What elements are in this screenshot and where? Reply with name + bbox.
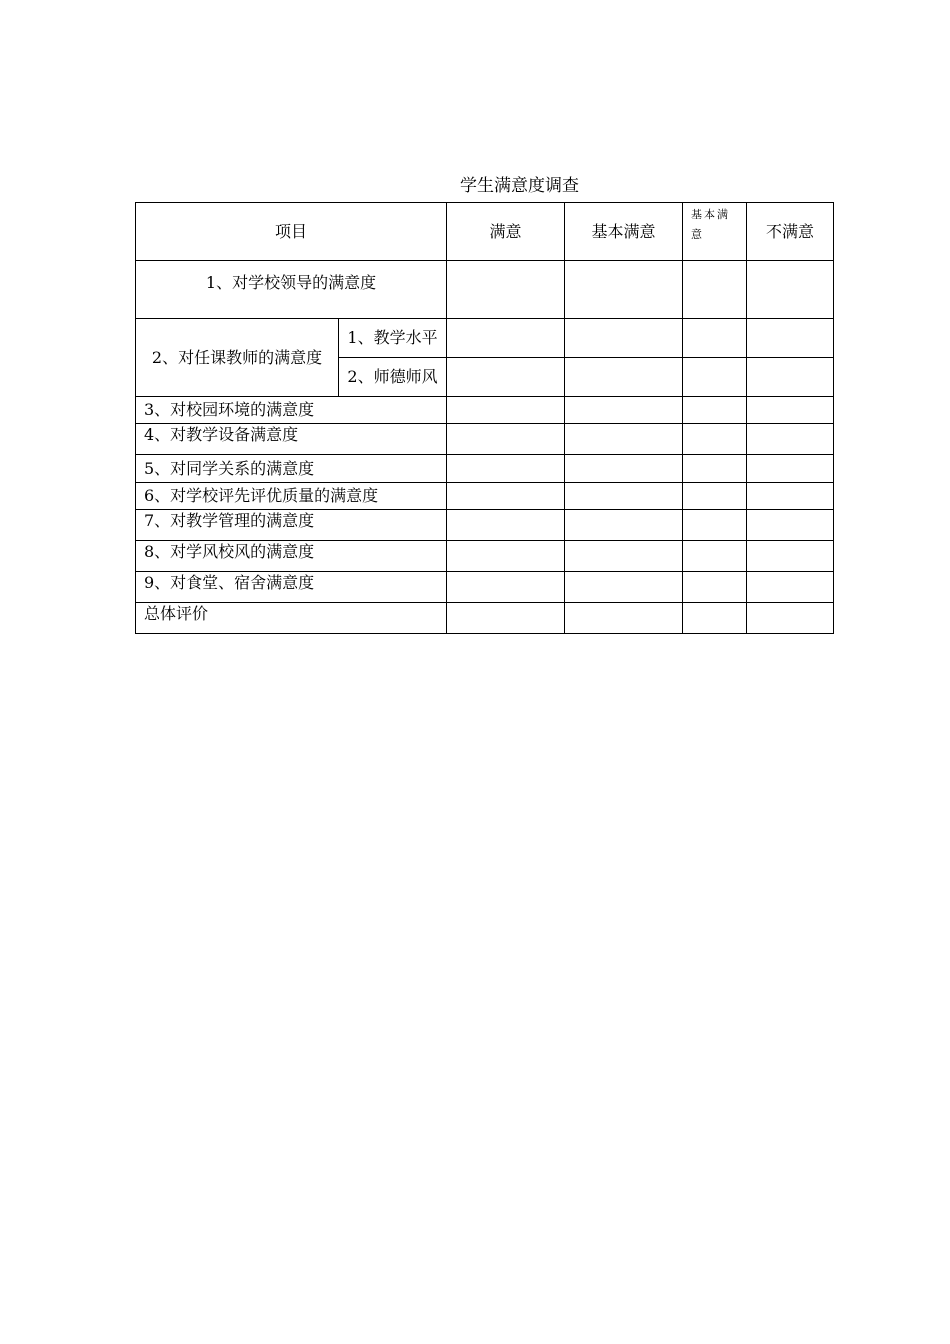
cell-r4-satisfied[interactable] bbox=[447, 424, 565, 455]
cell-r6-basically-satisfied[interactable] bbox=[565, 483, 683, 510]
page-title: 学生满意度调查 bbox=[460, 176, 579, 196]
row-canteen-label: 9、对食堂、宿舍满意度 bbox=[136, 572, 447, 603]
table-row bbox=[136, 397, 834, 424]
cell-r3-satisfied[interactable] bbox=[447, 397, 565, 424]
cell-r6-satisfied[interactable] bbox=[447, 483, 565, 510]
table-row bbox=[136, 541, 834, 572]
cell-r8-dissatisfied[interactable] bbox=[747, 541, 834, 572]
cell-r3-dissatisfied[interactable] bbox=[747, 397, 834, 424]
cell-r9-dissatisfied[interactable] bbox=[747, 572, 834, 603]
row-campus-label: 3、对校园环境的满意度 bbox=[136, 397, 447, 424]
cell-r4-dissatisfied[interactable] bbox=[747, 424, 834, 455]
cell-total-dissatisfied[interactable] bbox=[747, 603, 834, 634]
header-basically-satisfied-small: 基本满意 bbox=[683, 203, 747, 261]
cell-r8-basically-satisfied-2[interactable] bbox=[683, 541, 747, 572]
table-row bbox=[136, 483, 834, 510]
table-row bbox=[136, 510, 834, 541]
cell-r2b-basically-satisfied-2[interactable] bbox=[683, 358, 747, 397]
cell-r8-basically-satisfied[interactable] bbox=[565, 541, 683, 572]
cell-r2a-satisfied[interactable] bbox=[447, 319, 565, 358]
row-management-label: 7、对教学管理的满意度 bbox=[136, 510, 447, 541]
cell-r6-basically-satisfied-2[interactable] bbox=[683, 483, 747, 510]
row-teacher-sub-teaching: 1、教学水平 bbox=[339, 319, 447, 358]
cell-r7-basically-satisfied-2[interactable] bbox=[683, 510, 747, 541]
cell-r8-satisfied[interactable] bbox=[447, 541, 565, 572]
cell-r5-basically-satisfied[interactable] bbox=[565, 455, 683, 483]
table-row bbox=[136, 455, 834, 483]
table-row bbox=[136, 261, 834, 319]
cell-total-basically-satisfied-2[interactable] bbox=[683, 603, 747, 634]
table-row bbox=[136, 424, 834, 455]
cell-r2b-basically-satisfied[interactable] bbox=[565, 358, 683, 397]
row-classmates-label: 5、对同学关系的满意度 bbox=[136, 455, 447, 483]
cell-r7-satisfied[interactable] bbox=[447, 510, 565, 541]
cell-r1-dissatisfied[interactable] bbox=[747, 261, 834, 319]
row-leader-label: 1、对学校领导的满意度 bbox=[136, 261, 447, 319]
row-evaluation-label: 6、对学校评先评优质量的满意度 bbox=[136, 483, 447, 510]
cell-r1-satisfied[interactable] bbox=[447, 261, 565, 319]
cell-r4-basically-satisfied[interactable] bbox=[565, 424, 683, 455]
row-equipment-label: 4、对教学设备满意度 bbox=[136, 424, 447, 455]
cell-r7-dissatisfied[interactable] bbox=[747, 510, 834, 541]
cell-r9-basically-satisfied-2[interactable] bbox=[683, 572, 747, 603]
cell-r2b-satisfied[interactable] bbox=[447, 358, 565, 397]
row-teacher-label: 2、对任课教师的满意度 bbox=[136, 319, 339, 397]
cell-r9-satisfied[interactable] bbox=[447, 572, 565, 603]
table-row bbox=[136, 572, 834, 603]
cell-r6-dissatisfied[interactable] bbox=[747, 483, 834, 510]
table-row bbox=[136, 603, 834, 634]
cell-r7-basically-satisfied[interactable] bbox=[565, 510, 683, 541]
cell-r1-basically-satisfied-2[interactable] bbox=[683, 261, 747, 319]
cell-r3-basically-satisfied-2[interactable] bbox=[683, 397, 747, 424]
cell-r4-basically-satisfied-2[interactable] bbox=[683, 424, 747, 455]
cell-r2a-dissatisfied[interactable] bbox=[747, 319, 834, 358]
cell-r5-dissatisfied[interactable] bbox=[747, 455, 834, 483]
header-dissatisfied: 不满意 bbox=[747, 203, 834, 261]
row-study-style-label: 8、对学风校风的满意度 bbox=[136, 541, 447, 572]
cell-r2b-dissatisfied[interactable] bbox=[747, 358, 834, 397]
cell-total-basically-satisfied[interactable] bbox=[565, 603, 683, 634]
header-satisfied: 满意 bbox=[447, 203, 565, 261]
cell-r5-basically-satisfied-2[interactable] bbox=[683, 455, 747, 483]
cell-r3-basically-satisfied[interactable] bbox=[565, 397, 683, 424]
row-overall-label: 总体评价 bbox=[136, 603, 447, 634]
cell-r5-satisfied[interactable] bbox=[447, 455, 565, 483]
table-row bbox=[136, 319, 834, 358]
cell-total-satisfied[interactable] bbox=[447, 603, 565, 634]
cell-r2a-basically-satisfied[interactable] bbox=[565, 319, 683, 358]
header-row bbox=[136, 203, 834, 261]
row-teacher-sub-ethics: 2、师德师风 bbox=[339, 358, 447, 397]
cell-r1-basically-satisfied[interactable] bbox=[565, 261, 683, 319]
cell-r2a-basically-satisfied-2[interactable] bbox=[683, 319, 747, 358]
header-basically-satisfied: 基本满意 bbox=[565, 203, 683, 261]
header-item: 项目 bbox=[136, 203, 447, 261]
cell-r9-basically-satisfied[interactable] bbox=[565, 572, 683, 603]
survey-table bbox=[135, 202, 834, 634]
